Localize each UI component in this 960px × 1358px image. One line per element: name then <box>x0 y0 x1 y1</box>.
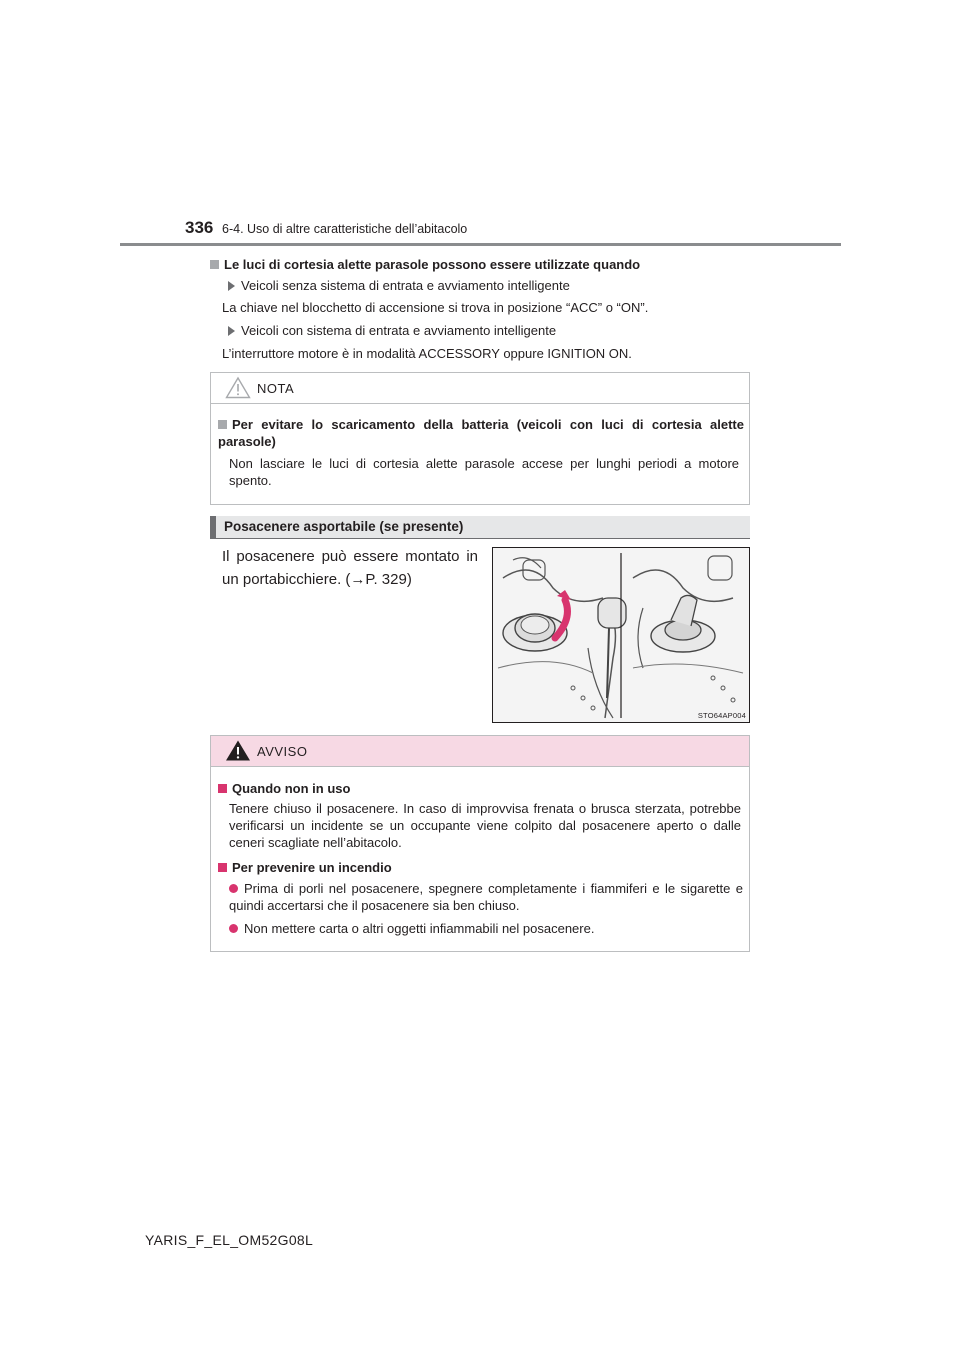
vehicle-type-text-2: L’interruttore motore è in modalità ACCESSORY oppure IGNITION ON. <box>222 346 632 361</box>
document-code: YARIS_F_EL_OM52G08L <box>145 1232 314 1248</box>
circle-bullet-icon <box>229 884 238 893</box>
chapter-title: 6-4. Uso di altre caratteristiche dell’abitacolo <box>222 222 468 236</box>
avviso-label: AVVISO <box>257 744 308 759</box>
section-accent <box>210 516 216 539</box>
ashtray-intro: Il posacenere può essere montato in un portabicchiere. (→P. 329) <box>222 548 478 588</box>
nota-title: Per evitare lo scaricamento della batteria (veicoli con luci di cortesia alette parasole) <box>218 417 744 449</box>
triangle-bullet-icon <box>228 326 235 336</box>
ashtray-illustration <box>492 547 750 723</box>
header-rule <box>120 243 841 246</box>
section-title: Posacenere asportabile (se presente) <box>224 519 464 534</box>
nota-text: Non lasciare le luci di cortesia alette parasole accese per lunghi periodi a motore spento. <box>229 456 739 488</box>
triangle-bullet-icon <box>228 281 235 291</box>
avviso-box <box>210 735 750 952</box>
courtesy-lights-heading: Le luci di cortesia alette parasole possono essere utilizzate quando <box>210 256 640 273</box>
square-bullet-icon <box>218 420 227 429</box>
nota-header <box>211 373 749 404</box>
square-bullet-icon <box>218 784 227 793</box>
page-number: 336 <box>185 218 214 237</box>
vehicle-type-text-1: La chiave nel blocchetto di accensione si trova in posizione “ACC” o “ON”. <box>222 300 649 315</box>
figure-code: STO64AP004 <box>697 711 746 720</box>
circle-bullet-icon <box>229 924 238 933</box>
nota-box <box>210 372 750 505</box>
square-bullet-icon <box>210 260 219 269</box>
avviso-header <box>211 736 749 767</box>
avviso-bullet-1: Prima di porli nel posacenere, spegnere completamente i fiammiferi e le sigarette e quindi accertarsi che il posacenere sia ben chiuso. <box>229 881 743 913</box>
avviso-title-1: Quando non in uso <box>218 780 350 797</box>
vehicle-type-label-2: Veicoli con sistema di entrata e avviamento intelligente <box>228 322 556 339</box>
avviso-text-1: Tenere chiuso il posacenere. In caso di improvvisa frenata o brusca sterzata, potrebbe verificarsi un incidente se un occupante viene colpito dal posacenere aperto o dalle ceneri scagliate nell’abitacolo. <box>229 801 741 850</box>
warning-outline-icon <box>225 376 251 399</box>
warning-icon <box>225 739 251 762</box>
square-bullet-icon <box>218 863 227 872</box>
ashtray-drawing <box>493 548 749 722</box>
nota-label: NOTA <box>257 381 295 396</box>
avviso-title-2: Per prevenire un incendio <box>218 859 392 876</box>
avviso-bullet-2: Non mettere carta o altri oggetti infiammabili nel posacenere. <box>229 920 743 937</box>
section-header-bar <box>210 516 750 539</box>
vehicle-type-label-1: Veicoli senza sistema di entrata e avviamento intelligente <box>228 277 570 294</box>
